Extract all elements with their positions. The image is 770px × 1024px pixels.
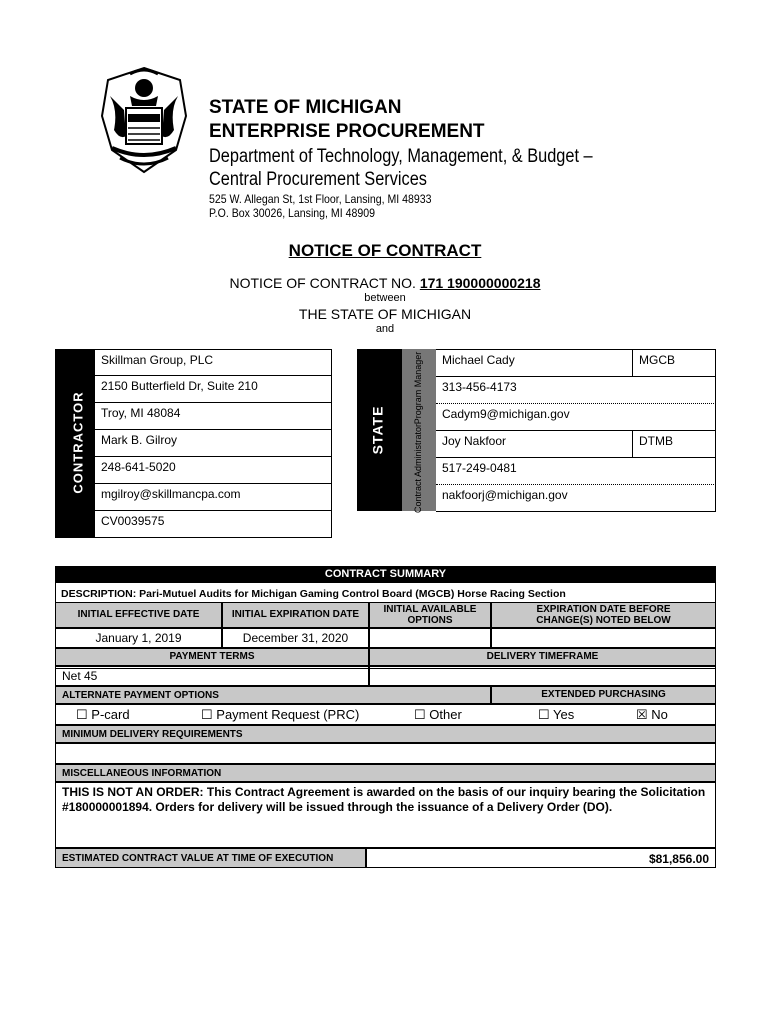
other-option[interactable]: ☐ Other [414, 707, 462, 722]
contractor-vendor-id: CV0039575 [94, 511, 332, 538]
yes-checkbox[interactable]: ☐ [538, 707, 550, 722]
ca-agency: DTMB [632, 431, 673, 457]
ca-email: nakfoorj@michigan.gov [436, 485, 716, 512]
contractor-contact: Mark B. Gilroy [94, 430, 332, 457]
h-ext-purchasing: EXTENDED PURCHASING [491, 686, 716, 704]
pcard-checkbox[interactable]: ☐ [76, 707, 88, 722]
no-option[interactable]: ☒ No [636, 707, 668, 722]
pm-agency: MGCB [632, 350, 675, 376]
h-contract-value: ESTIMATED CONTRACT VALUE AT TIME OF EXECUTION [55, 848, 366, 868]
effective-date: January 1, 2019 [55, 628, 222, 648]
description: DESCRIPTION: Pari-Mutuel Audits for Michigan Gaming Control Board (MGCB) Horse Racing Section [61, 588, 566, 600]
contractor-info [94, 349, 332, 538]
between-label: between [364, 292, 406, 304]
state-label: STATE [369, 405, 386, 455]
state-seal [100, 66, 188, 176]
contractor-street: 2150 Butterfield Dr, Suite 210 [94, 376, 332, 403]
prc-checkbox[interactable]: ☐ [201, 707, 213, 722]
payment-terms: Net 45 [55, 666, 369, 686]
state-label-bar [357, 349, 402, 511]
contractor-phone: 248-641-5020 [94, 457, 332, 484]
state-role-labels [402, 349, 436, 511]
state-info [436, 349, 716, 512]
contractor-label-bar [55, 349, 94, 538]
notice-title: NOTICE OF CONTRACT [288, 241, 482, 260]
payment-options-row [55, 704, 716, 725]
contract-admin-label: Contract Administrator [413, 423, 423, 513]
summary-title: CONTRACT SUMMARY [55, 566, 716, 583]
expiration-date: December 31, 2020 [222, 628, 369, 648]
h-min-delivery: MINIMUM DELIVERY REQUIREMENTS [55, 725, 716, 743]
contractor-email: mgilroy@skillmancpa.com [94, 484, 332, 511]
pcard-option[interactable]: ☐ P-card [76, 707, 130, 722]
ca-name: Joy Nakfoor [442, 434, 507, 448]
misc-info: THIS IS NOT AN ORDER: This Contract Agreement is awarded on the basis of our inquiry bearing the Solicitation #180000001894. Orders for delivery will be issued through the issuance of a Delivery Order (DO). [55, 782, 716, 848]
h-effective: INITIAL EFFECTIVE DATE [55, 602, 222, 628]
contractor-name: Skillman Group, PLC [94, 349, 332, 376]
notice-number: NOTICE OF CONTRACT NO. 171 190000000218 [229, 275, 541, 291]
contract-value: $81,856.00 [366, 848, 716, 868]
yes-option[interactable]: ☐ Yes [538, 707, 575, 722]
department-name: Department of Technology, Management, & Budget – Central Procurement Services [209, 146, 593, 190]
h-misc: MISCELLANEOUS INFORMATION [55, 764, 716, 782]
h-payment-terms: PAYMENT TERMS [55, 648, 369, 666]
ca-phone: 517-249-0481 [436, 458, 716, 485]
pm-email: Cadym9@michigan.gov [436, 404, 716, 431]
pm-phone: 313-456-4173 [436, 377, 716, 404]
contractor-label: CONTRACTOR [70, 391, 86, 494]
h-delivery: DELIVERY TIMEFRAME [369, 648, 716, 666]
contract-summary [55, 566, 716, 868]
h-alt-payment: ALTERNATE PAYMENT OPTIONS [55, 686, 491, 704]
contractor-city: Troy, MI 48084 [94, 403, 332, 430]
h-exp-before: EXPIRATION DATE BEFORE CHANGE(S) NOTED BELOW [491, 602, 716, 628]
other-checkbox[interactable]: ☐ [414, 707, 426, 722]
h-options: INITIAL AVAILABLE OPTIONS [369, 602, 491, 628]
and-label: and [375, 323, 395, 335]
header-title: STATE OF MICHIGAN ENTERPRISE PROCUREMENT [209, 97, 485, 142]
party-label: THE STATE OF MICHIGAN [298, 306, 472, 322]
program-manager-label: Program Manager [413, 351, 423, 425]
prc-option[interactable]: ☐ Payment Request (PRC) [201, 707, 360, 722]
no-checkbox[interactable]: ☒ [636, 707, 648, 722]
h-expiration: INITIAL EXPIRATION DATE [222, 602, 369, 628]
address: 525 W. Allegan St, 1st Floor, Lansing, MI 48933 P.O. Box 30026, Lansing, MI 48909 [209, 192, 432, 220]
pm-name: Michael Cady [442, 353, 515, 367]
